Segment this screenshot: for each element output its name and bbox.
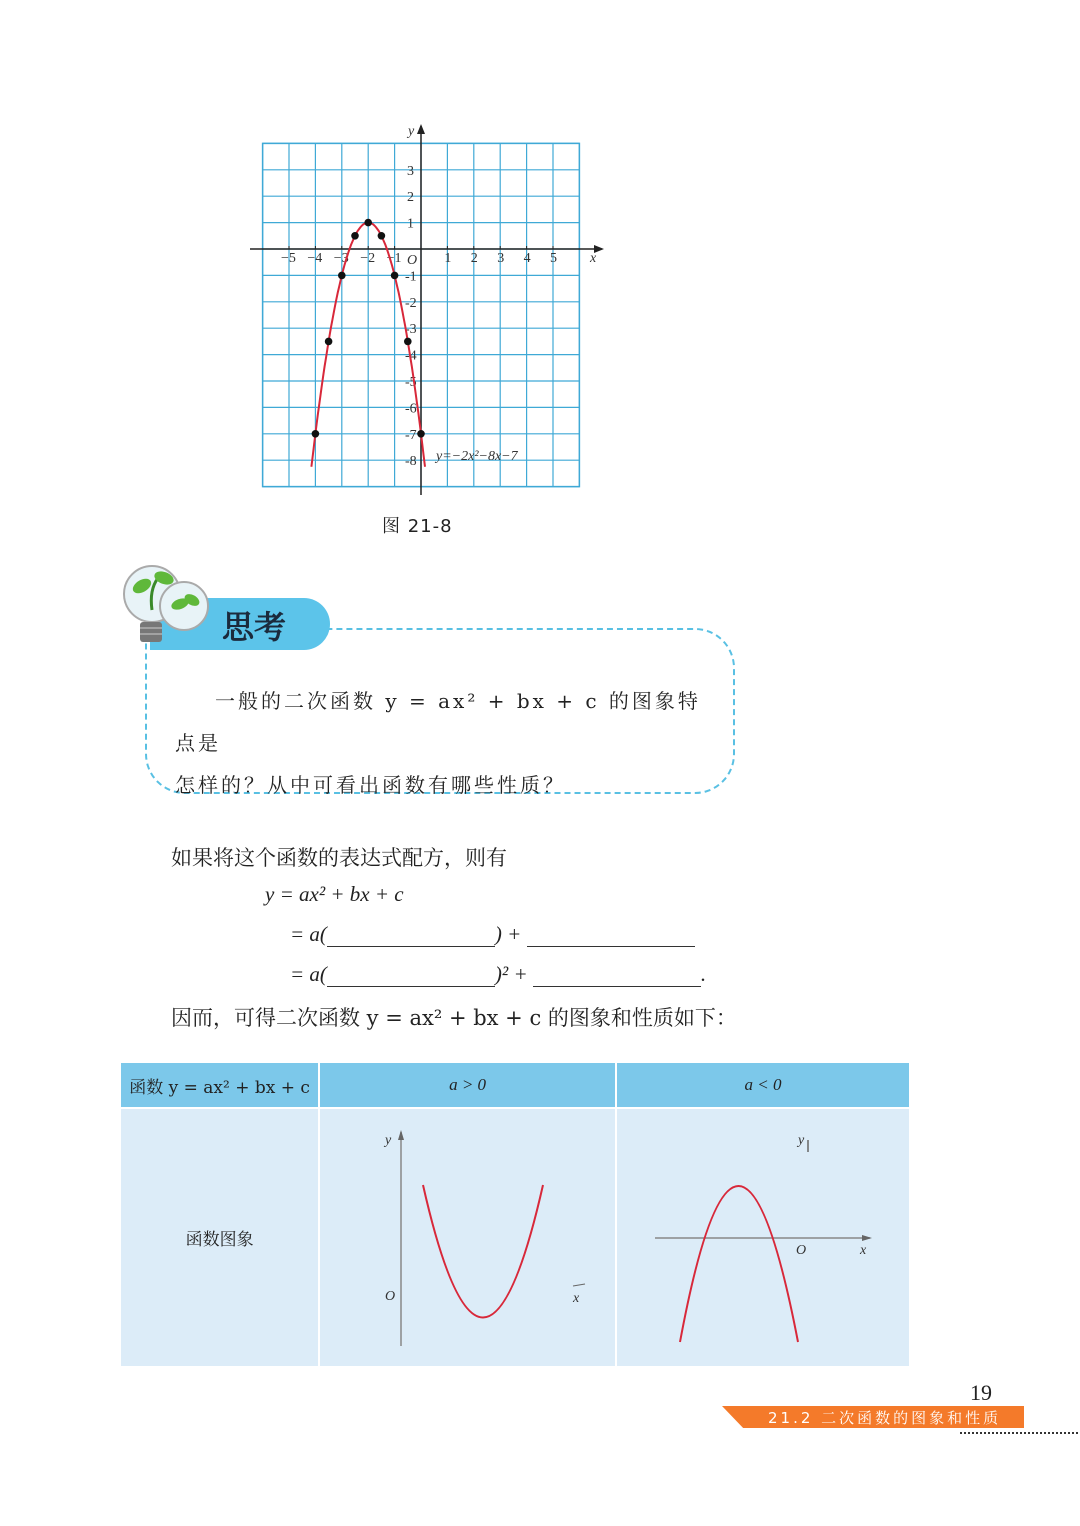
graph1-x-label: x [572, 1291, 579, 1306]
think-line-1: 一般的二次函数 y = ax² + bx + c 的图象特点是 [175, 689, 701, 755]
blank-4[interactable] [533, 964, 701, 987]
y-tick-label: -2 [405, 295, 417, 311]
x-tick-label: 5 [550, 251, 557, 266]
y-tick-label: -4 [405, 348, 417, 364]
data-point [325, 338, 333, 346]
equation-line-1: y = ax² + bx + c [265, 882, 404, 906]
intro-text: 如果将这个函数的表达式配方，则有 [171, 846, 507, 870]
eq2-prefix: = a( [290, 922, 327, 946]
y-tick-label: 1 [407, 216, 414, 232]
equation-line-2 [290, 922, 695, 947]
conclusion-text: 因而，可得二次函数 y = ax² + bx + c 的图象和性质如下： [171, 1006, 737, 1030]
eq2-mid: ) + [494, 922, 522, 946]
y-tick-label: -1 [405, 269, 417, 285]
eq3-prefix: = a( [290, 962, 327, 986]
eq3-mid: )² + [494, 962, 528, 986]
origin-label: O [407, 253, 418, 268]
header-a-positive: a > 0 [319, 1062, 616, 1108]
graph2-origin-label: O [796, 1243, 807, 1258]
axes [250, 124, 604, 495]
graph1-origin-label: O [384, 1289, 395, 1304]
header-a-negative: a < 0 [616, 1062, 910, 1108]
data-point [364, 219, 372, 227]
x-tick-label: 1 [444, 251, 452, 266]
data-point [404, 338, 412, 346]
row-label-graph: 函数图象 [120, 1108, 319, 1367]
lightbulb-icon [112, 560, 212, 655]
section-title: 21.2 二次函数的图象和性质 [768, 1409, 1002, 1427]
think-question [175, 680, 715, 806]
equation-line-3 [290, 962, 706, 987]
y-tick-label: 3 [407, 163, 414, 179]
x-tick-label: −4 [307, 251, 323, 266]
x-tick-label: 2 [470, 251, 478, 266]
data-point [417, 430, 425, 438]
header-function: 函数 y = ax² + bx + c [120, 1062, 319, 1108]
data-point [378, 232, 386, 240]
y-tick-label: -8 [405, 454, 417, 470]
y-tick-label: -3 [405, 322, 417, 338]
data-point [338, 272, 346, 280]
equation-label: y=−2x²−8x−7 [436, 449, 518, 464]
x-tick-label: −1 [386, 251, 402, 266]
graph-cell-a-positive [319, 1108, 616, 1367]
x-tick-label: 4 [523, 251, 531, 266]
think-line-2: 怎样的？从中可看出函数有哪些性质？ [175, 773, 566, 797]
upward-parabola-curve [423, 1185, 543, 1318]
x-tick-label: −2 [360, 251, 376, 266]
data-point [312, 430, 320, 438]
y-tick-label: -6 [405, 401, 417, 417]
think-title: 思考 [222, 608, 287, 646]
blank-3[interactable] [327, 964, 495, 987]
x-tick-label: −3 [333, 251, 349, 266]
graph2-y-label: y [798, 1133, 805, 1148]
parabola-figure [240, 115, 620, 505]
graph-cell-a-negative [616, 1108, 910, 1367]
properties-table [119, 1061, 911, 1356]
graph2-x-label: x [860, 1243, 867, 1258]
y-tick-label: 2 [407, 190, 414, 206]
y-axis-label: y [408, 124, 415, 139]
x-tick-label: 3 [497, 251, 505, 266]
upward-parabola-graph [323, 1110, 613, 1360]
x-axis-label: x [590, 251, 597, 266]
y-tick-label: -5 [405, 375, 417, 390]
blank-2[interactable] [527, 924, 695, 947]
blank-1[interactable] [327, 924, 495, 947]
data-point [351, 232, 359, 240]
page-number: 19 [970, 1380, 992, 1405]
downward-parabola-curve [680, 1186, 798, 1342]
data-point [391, 272, 399, 280]
figure-caption: 图 21-8 [382, 516, 453, 537]
eq3-end: . [700, 962, 707, 986]
graph1-y-label: y [384, 1133, 391, 1148]
downward-parabola-graph [618, 1110, 908, 1360]
y-tick-label: -7 [405, 427, 417, 443]
x-tick-label: −5 [281, 251, 296, 266]
footer-dots [960, 1432, 1078, 1434]
